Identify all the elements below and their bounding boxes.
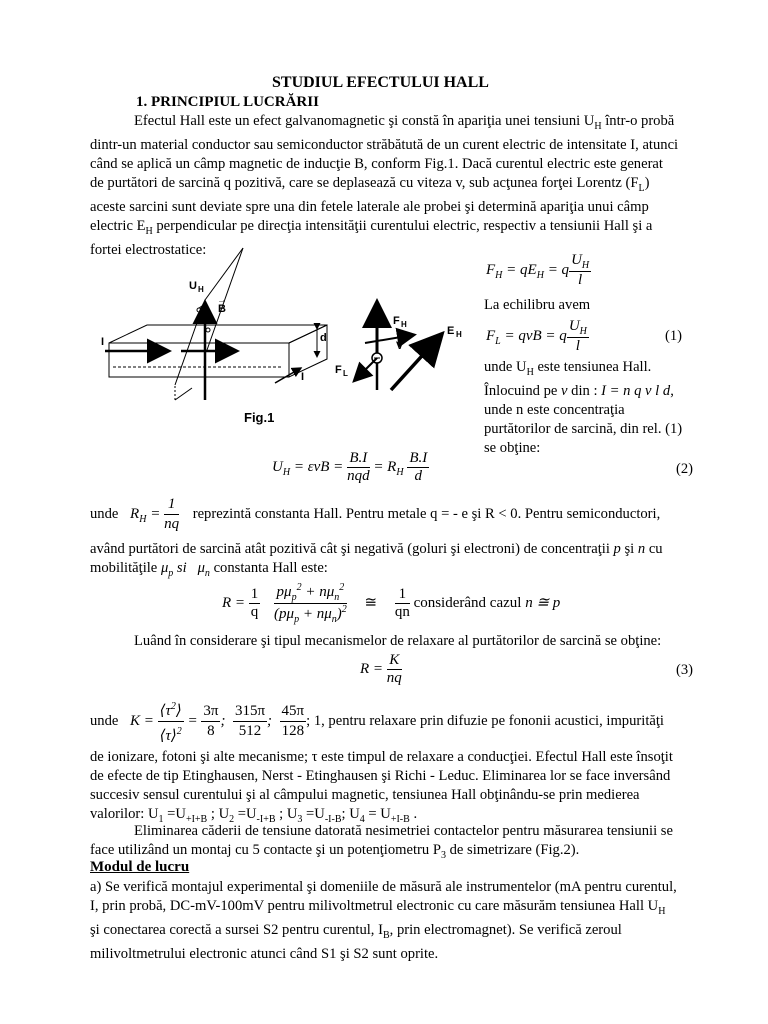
v-arrow — [365, 335, 413, 343]
svg-text:L: L — [343, 369, 348, 378]
paragraph-relaxation: Luând în considerare şi tipul mecanismelor de relaxare al purtătorilor de sarcină se obţine: — [134, 633, 662, 649]
paragraph-asymmetry: Eliminarea căderii de tensiune datorată nesimetriei contactelor pentru măsurarea tensiunii se face utilizând un montaj cu 5 contacte şi un potenţiometru $P_3$ de simetrizare (Fig.2). — [90, 823, 673, 861]
equation-number-1: (1) — [665, 328, 683, 344]
svg-text:H: H — [456, 330, 462, 339]
svg-text:H: H — [198, 285, 204, 294]
equation-number-3: (3) — [676, 662, 694, 678]
svg-text:d: d — [320, 332, 327, 344]
svg-text:V: V — [396, 340, 404, 352]
svg-text:F: F — [335, 364, 342, 376]
equation-fl: $F_L$ = qvB = q $\frac{U_H}{l}$ — [486, 318, 587, 354]
svg-text:U: U — [189, 280, 197, 292]
svg-text:I: I — [101, 336, 105, 348]
section-heading-procedure: Modul de lucru — [90, 859, 190, 875]
figure-caption: Fig.1 — [244, 410, 275, 425]
hall-effect-figure — [95, 240, 475, 440]
fl-arrow — [355, 358, 377, 380]
svg-text:→: → — [217, 295, 227, 306]
paragraph-hall-constant: unde $R_H$ = $\frac{1}{nq}$ reprezintă constanta Hall. Pentru metale q = - e şi R < 0. Pentru semiconductori, având purtători de sarcină atât pozitivă cât şi negativă (goluri şi electroni) de concentraţii p şi n cu mobilităţile $\mu_p$ si $\mu_n$ constanta Hall este: — [90, 496, 663, 580]
equation-r-semiconductor: R = $\frac{1}{q}$ $\frac{p\mu_p^2 + n\mu_n^2}{(p\mu_p + n\mu_n)^2}$ ≅ $\frac{1}{qn}$ considerând cazul n ≅ p — [222, 582, 561, 625]
svg-text:B: B — [218, 303, 226, 315]
right-column-text: unde $U_H$ este tensiunea Hall. Înlocuind pe v din : I = n q v l d, unde n este concentraţia purtătorilor de sarcină, din rel. (1) se obţine: — [484, 359, 683, 457]
section-heading-principle: 1. PRINCIPIUL LUCRĂRII — [136, 94, 319, 110]
svg-text:E: E — [447, 325, 455, 337]
paragraph-intro: Efectul Hall este un efect galvanomagnetic şi constă în apariţia unei tensiuni $U_H$ într-o probă dintr-un material conductor sau semiconductor străbătută de un curent electric de intensitate I, atunci când se aplică un câmp magnetic de inducţie B, conform Fig.1. Dacă curentul electric este generat de purtători de sarcină q pozitivă, care se deplasează cu viteza v, sub acţunea forţei Lorentz $(F_L)$ aceste sarcini sunt deviate spre una din fetele laterale ale probei şi determină apariţia unui câmp electric $E_H$ perpendicular pe direcţia intensităţii curentului electric, respectiv a tensiunii Hall şi a fortei electrostatice: — [90, 113, 679, 259]
svg-text:I: I — [301, 371, 305, 383]
equation-fh: $F_H = qE_H = q$ $\frac{U_H}{l}$ — [486, 252, 590, 288]
paragraph-k-definition: unde K = $\frac{⟨\tau^2⟩}{⟨\tau⟩^2}$ = $\frac{3\pi}{8}$ ; $\frac{315\pi}{512}$ ; $\frac{45\pi}{128}$ ; 1, pentru relaxare prin difuzie pe fononii acustici, impurităţi de ionizare, fotoni şi alte mecanisme; τ este timpul de relaxare a conducţiei. Efectul Hall este însoţit de efecte de tip Etinghausen, Nerst - Etinghausen şi Richi - Leduc. Eliminarea lor se face inversând succesiv sensul curentului şi al câmpului magnetic, tensiunea Hall obţinându-se prin medierea valorilor: $U_1 =U_{+I+B}$ ; $U_2 =U_{-I+B}$ ; $U_3 =U_{-I-B}$; $U_4 = U_{+I-B}$ . — [90, 697, 696, 829]
equation-2: $U_H = \varepsilon vB$ = $\frac{B.I}{\text{nqd}}$ = $R_H$ $\frac{B.I}{d}$ — [272, 450, 428, 484]
page-title: STUDIUL EFECTULUI HALL — [272, 74, 489, 91]
svg-text:F: F — [393, 315, 400, 327]
equation-number-2: (2) — [676, 461, 694, 477]
svg-text:H: H — [401, 320, 407, 329]
equation-3: R = $\frac{K}{nq}$ — [360, 652, 402, 686]
paragraph-procedure-a: a) Se verifică montajul experimental şi domeniile de măsură ale instrumentelor (mA pentru curentul, I, prin probă, DC-mV-100mV pentru milivoltmetrul electronic cu care măsurăm tensiunea Hall $U_H$ şi conectarea corectă a sursei S2 pentru curentul, $I_B$, prin electromagnet). Se verifică zeroul milivoltmetrului electronic atunci când S1 şi S2 sunt oprite. — [90, 879, 677, 963]
text-la-echilibru: La echilibru avem — [484, 297, 591, 313]
